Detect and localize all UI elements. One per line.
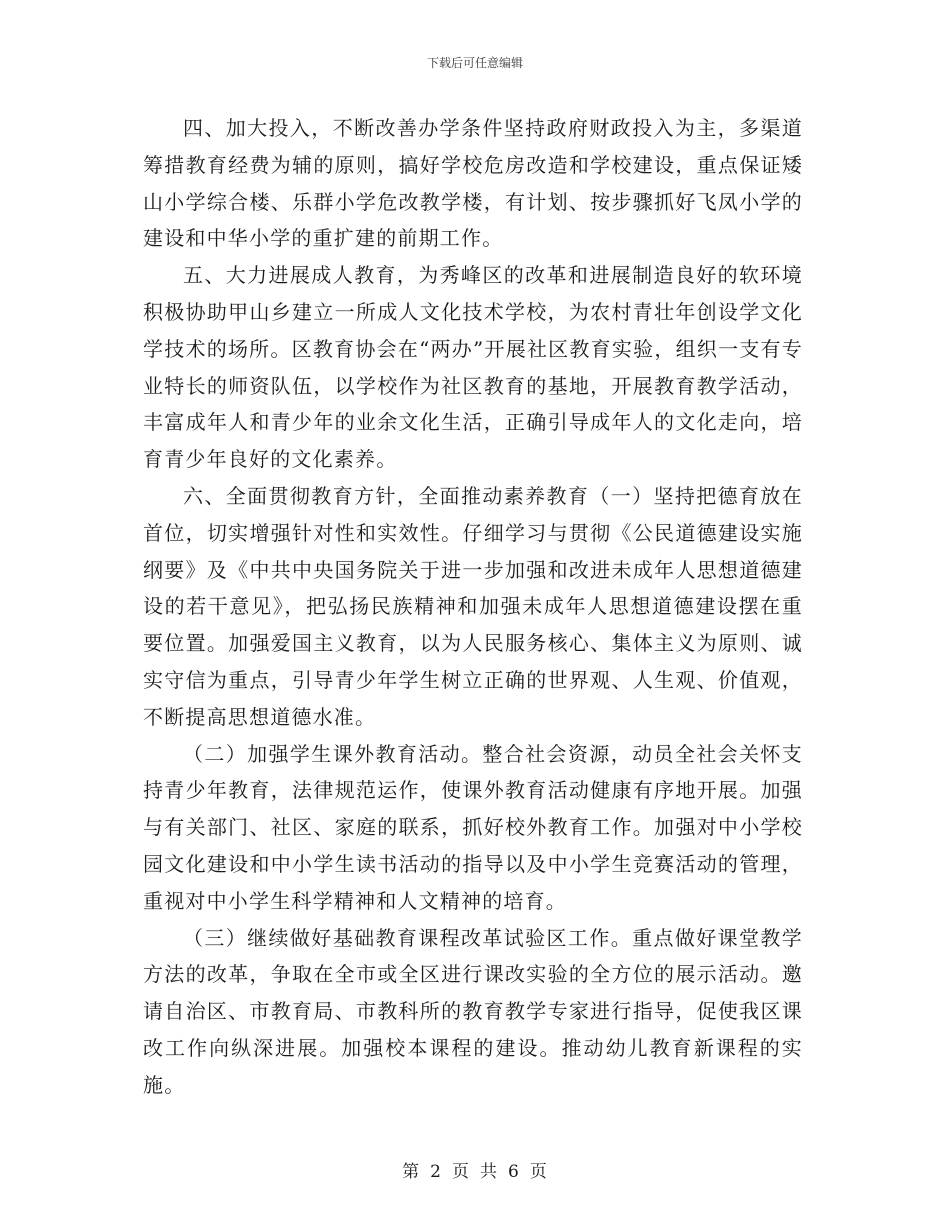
paragraph-extracurricular: （二）加强学生课外教育活动。整合社会资源，动员全社会关怀支持青少年教育，法律规范运作，使课外教育活动健康有序地开展。加强与有关部门、社区、家庭的联系，抓好校外教育工作。加强对中小学校园文化建设和中小学生读书活动的指导以及中小学生竞赛活动的管理，重视对中小学生科学精神和人文精神的培育。 <box>143 741 803 913</box>
paragraph-curriculum-reform: （三）继续做好基础教育课程改革试验区工作。重点做好课堂教学方法的改革，争取在全市或全区进行课改实验的全方位的展示活动。邀请自治区、市教育局、市教科所的教育教学专家进行指导，促使我区课改工作向纵深进展。加强校本课程的建设。推动幼儿教育新课程的实施。 <box>143 925 803 1097</box>
paragraph-quality-education: 六、全面贯彻教育方针，全面推动素养教育（一）坚持把德育放在首位，切实增强针对性和实效性。仔细学习与贯彻《公民道德建设实施纲要》及《中共中央国务院关于进一步加强和改进未成年人思想道德建设的若干意见》，把弘扬民族精神和加强未成年人思想道德建设摆在重要位置。加强爱国主义教育，以为人民服务核心、集体主义为原则、诚实守信为重点，引导青少年学生树立正确的世界观、人生观、价值观，不断提高思想道德水准。 <box>143 483 803 729</box>
page-total: 6 <box>508 1162 520 1182</box>
page-suffix: 页 <box>529 1162 548 1182</box>
page-current: 2 <box>430 1162 442 1182</box>
page-total-prefix: 共 <box>480 1162 498 1182</box>
page-number-footer <box>0 1157 950 1182</box>
paragraph-investment: 四、加大投入，不断改善办学条件坚持政府财政投入为主，多渠道筹措教育经费为辅的原则，搞好学校危房改造和学校建设，重点保证矮山小学综合楼、乐群小学危改教学楼，有计划、按步骤抓好飞凤小学的建设和中华小学的重扩建的前期工作。 <box>143 116 803 251</box>
page-mid: 页 <box>452 1162 470 1182</box>
page-prefix: 第 <box>402 1162 421 1182</box>
paragraph-adult-education: 五、大力进展成人教育，为秀峰区的改革和进展制造良好的软环境积极协助甲山乡建立一所成人文化技术学校，为农村青壮年创设学文化学技术的场所。区教育协会在“两办”开展社区教育实验，组织一支有专业特长的师资队伍，以学校作为社区教育的基地，开展教育教学活动，丰富成年人和青少年的业余文化生活，正确引导成年人的文化走向，培育青少年良好的文化素养。 <box>143 263 803 472</box>
document-body <box>143 110 803 1104</box>
page-header: 下载后可任意编辑 <box>426 56 523 70</box>
